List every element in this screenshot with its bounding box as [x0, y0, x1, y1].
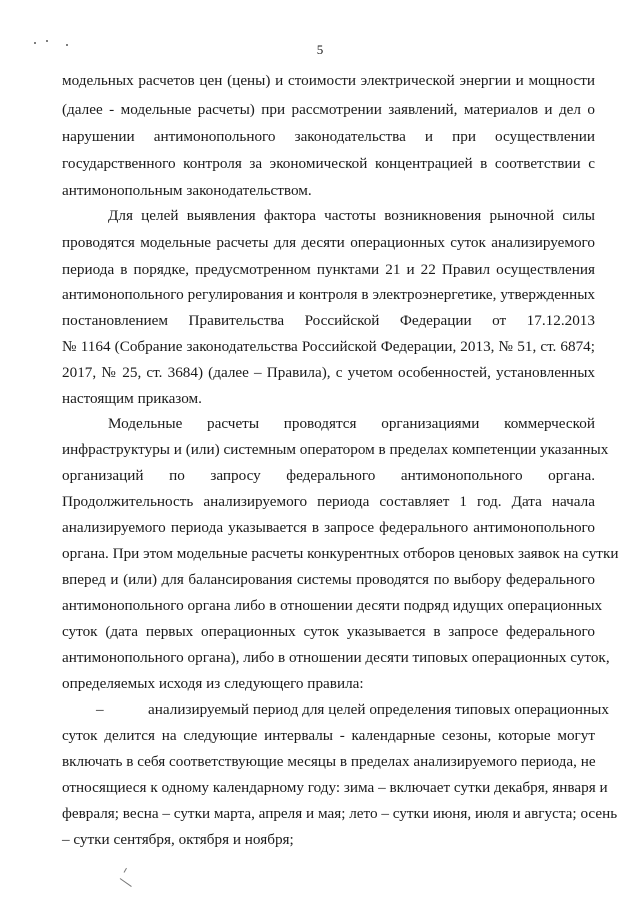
list-dash: – [96, 701, 104, 718]
text-line: (далее - модельные расчеты) при рассмотрении заявлений, материалов и дел о [62, 101, 595, 118]
text-line: антимонопольным законодательством. [62, 182, 312, 199]
text-line: 2017, № 25, ст. 3684) (далее – Правила), с учетом особенностей, установленных [62, 364, 595, 381]
text-line: периода в порядке, предусмотренном пунктами 21 и 22 Правил осуществления [62, 261, 595, 278]
text-line: – сутки сентября, октября и ноября; [62, 831, 294, 848]
text-line: включать в себя соответствующие месяцы в пределах анализируемого периода, не [62, 753, 596, 770]
text-line: определяемых исходя из следующего правила: [62, 675, 364, 692]
text-line: нарушении антимонопольного законодательства и при осуществлении [62, 128, 595, 145]
text-line: государственного контроля за экономической концентрацией в соответствии с [62, 155, 595, 172]
text-line: суток делится на следующие интервалы - календарные сезоны, которые могут [62, 727, 595, 744]
text-line: постановлением Правительства Российской Федерации от 17.12.2013 [62, 312, 595, 329]
text-line: инфраструктуры и (или) системным оператором в пределах компетенции указанных [62, 441, 609, 458]
text-line: анализируемый период для целей определения типовых операционных [148, 701, 609, 718]
text-line: относящиеся к одному календарному году: зима – включает сутки декабря, января и [62, 779, 608, 796]
text-line: проводятся модельные расчеты для десяти операционных суток анализируемого [62, 234, 595, 251]
text-line: Для целей выявления фактора частоты возникновения рыночной силы [108, 207, 595, 224]
text-line: анализируемого периода указывается в запросе федерального антимонопольного [62, 519, 595, 536]
text-line: суток (дата первых операционных суток указывается в запросе федерального [62, 623, 595, 640]
page-number: 5 [316, 42, 324, 57]
text-line: организаций по запросу федерального антимонопольного органа. [62, 467, 595, 484]
text-line: Продолжительность анализируемого периода составляет 1 год. Дата начала [62, 493, 595, 510]
text-line: органа. При этом модельные расчеты конкурентных отборов ценовых заявок на сутки [62, 545, 619, 562]
text-line: Модельные расчеты проводятся организациями коммерческой [108, 415, 595, 432]
text-line: февраля; весна – сутки марта, апреля и мая; лето – сутки июня, июля и августа; осень [62, 805, 618, 822]
text-line: антимонопольного органа), либо в отношении десяти типовых операционных суток, [62, 649, 610, 666]
text-line: антимонопольного регулирования и контроля в электроэнергетике, утвержденных [62, 286, 595, 303]
text-line: модельных расчетов цен (цены) и стоимости электрической энергии и мощности [62, 72, 595, 89]
text-line: настоящим приказом. [62, 390, 202, 407]
text-line: антимонопольного органа либо в отношении десяти подряд идущих операционных [62, 597, 603, 614]
scan-mark [120, 878, 132, 887]
scan-mark [124, 868, 127, 873]
text-line: № 1164 (Собрание законодательства Российской Федерации, 2013, № 51, ст. 6874; [62, 338, 595, 355]
text-line: вперед и (или) для балансирования системы проводятся по выбору федерального [62, 571, 595, 588]
